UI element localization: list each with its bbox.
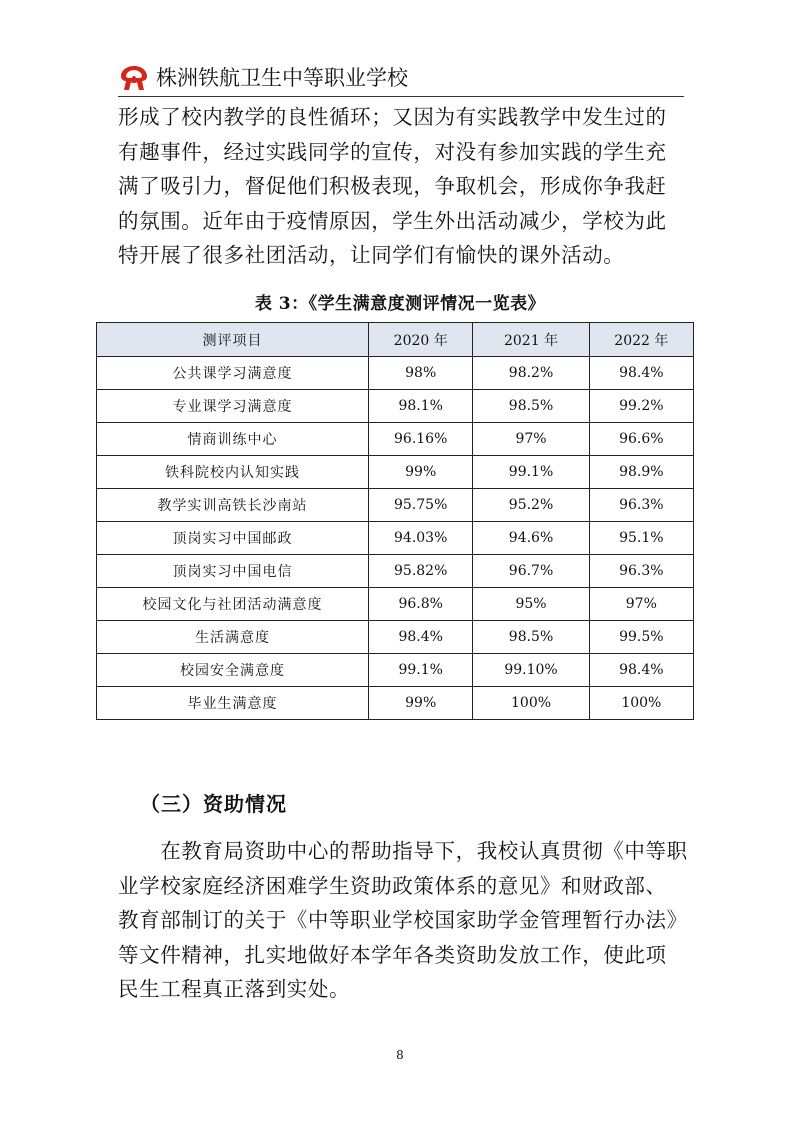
table-cell-item: 教学实训高铁长沙南站 xyxy=(97,489,369,522)
table-body xyxy=(97,357,694,720)
table-cell-2021: 98.5% xyxy=(473,621,589,654)
table-cell-item: 校园文化与社团活动满意度 xyxy=(97,588,369,621)
table-cell-2021: 99.1% xyxy=(473,456,589,489)
intro-paragraph xyxy=(118,100,690,273)
table-cell-2020: 99% xyxy=(369,456,473,489)
table-cell-2022: 97% xyxy=(589,588,693,621)
school-name: 株洲铁航卫生中等职业学校 xyxy=(156,66,408,90)
paragraph-line: 业学校家庭经济困难学生资助政策体系的意见》和财政部、 xyxy=(118,873,667,898)
school-logo-icon xyxy=(118,64,150,92)
paragraph-line: 形成了校内教学的良性循环；又因为有实践教学中发生过的 xyxy=(118,105,667,129)
table-cell-2020: 99% xyxy=(369,687,473,720)
table-row xyxy=(97,489,694,522)
table-cell-item: 专业课学习满意度 xyxy=(97,390,369,423)
table-cell-2022: 98.9% xyxy=(589,456,693,489)
paragraph-line: 特开展了很多社团活动，让同学们有愉快的课外活动。 xyxy=(118,243,625,267)
table-row xyxy=(97,522,694,555)
table-cell-2021: 99.10% xyxy=(473,654,589,687)
table-caption: 表 3：《学生满意度测评情况一览表》 xyxy=(254,294,546,314)
table-cell-2022: 96.3% xyxy=(589,555,693,588)
table-cell-2021: 98.5% xyxy=(473,390,589,423)
paragraph-line: 的氛围。近年由于疫情原因，学生外出活动减少，学校为此 xyxy=(118,208,667,233)
page-header xyxy=(118,60,684,97)
table-cell-2020: 99.1% xyxy=(369,654,473,687)
table-cell-2020: 95.82% xyxy=(369,555,473,588)
table-cell-item: 毕业生满意度 xyxy=(97,687,369,720)
paragraph-line: 满了吸引力，督促他们积极表现，争取机会，形成你争我赶 xyxy=(118,174,667,198)
table-cell-item: 铁科院校内认知实践 xyxy=(97,456,369,489)
column-header-2021: 2021 年 xyxy=(473,323,589,357)
table-cell-2021: 98.2% xyxy=(473,357,589,390)
paragraph-line: 民生工程真正落到实处。 xyxy=(118,977,351,1001)
table-row xyxy=(97,456,694,489)
table-cell-2020: 94.03% xyxy=(369,522,473,555)
table-row xyxy=(97,687,694,720)
table-cell-item: 顶岗实习中国邮政 xyxy=(97,522,369,555)
section-title: （三）资助情况 xyxy=(140,792,287,816)
paragraph-line: 等文件精神，扎实地做好本学年各类资助发放工作，使此项 xyxy=(118,942,667,967)
table-cell-2022: 96.3% xyxy=(589,489,693,522)
table-cell-2020: 98% xyxy=(369,357,473,390)
table-cell-2022: 99.2% xyxy=(589,390,693,423)
paragraph-line: 有趣事件，经过实践同学的宣传，对没有参加实践的学生充 xyxy=(118,139,667,164)
table-cell-2020: 98.4% xyxy=(369,621,473,654)
table-cell-2021: 100% xyxy=(473,687,589,720)
table-cell-2020: 96.16% xyxy=(369,423,473,456)
column-header-2020: 2020 年 xyxy=(369,323,473,357)
table-row xyxy=(97,423,694,456)
table-cell-2020: 95.75% xyxy=(369,489,473,522)
table-cell-2022: 100% xyxy=(589,687,693,720)
table-cell-item: 生活满意度 xyxy=(97,621,369,654)
table-cell-2021: 94.6% xyxy=(473,522,589,555)
table-cell-2022: 99.5% xyxy=(589,621,693,654)
table-cell-item: 顶岗实习中国电信 xyxy=(97,555,369,588)
table-cell-2021: 96.7% xyxy=(473,555,589,588)
aid-paragraph xyxy=(118,834,690,1007)
page-number: 8 xyxy=(396,1048,404,1062)
table-cell-2020: 96.8% xyxy=(369,588,473,621)
paragraph-line: 在教育局资助中心的帮助指导下，我校认真贯彻《中等职 xyxy=(118,839,688,863)
table-row xyxy=(97,555,694,588)
table-cell-item: 公共课学习满意度 xyxy=(97,357,369,390)
table-cell-2021: 97% xyxy=(473,423,589,456)
table-row xyxy=(97,621,694,654)
satisfaction-table xyxy=(96,322,694,720)
table-row xyxy=(97,390,694,423)
table-cell-item: 情商训练中心 xyxy=(97,423,369,456)
table-cell-2022: 98.4% xyxy=(589,357,693,390)
table-row xyxy=(97,588,694,621)
table-row xyxy=(97,357,694,390)
table-cell-2021: 95% xyxy=(473,588,589,621)
column-header-2022: 2022 年 xyxy=(589,323,693,357)
table-header-row xyxy=(97,323,694,357)
table-cell-2021: 95.2% xyxy=(473,489,589,522)
table-cell-2022: 95.1% xyxy=(589,522,693,555)
table-row xyxy=(97,654,694,687)
table-cell-2022: 96.6% xyxy=(589,423,693,456)
table-cell-2020: 98.1% xyxy=(369,390,473,423)
table-cell-item: 校园安全满意度 xyxy=(97,654,369,687)
paragraph-line: 教育部制订的关于《中等职业学校国家助学金管理暂行办法》 xyxy=(118,908,688,932)
column-header-item: 测评项目 xyxy=(97,323,369,357)
table-cell-2022: 98.4% xyxy=(589,654,693,687)
